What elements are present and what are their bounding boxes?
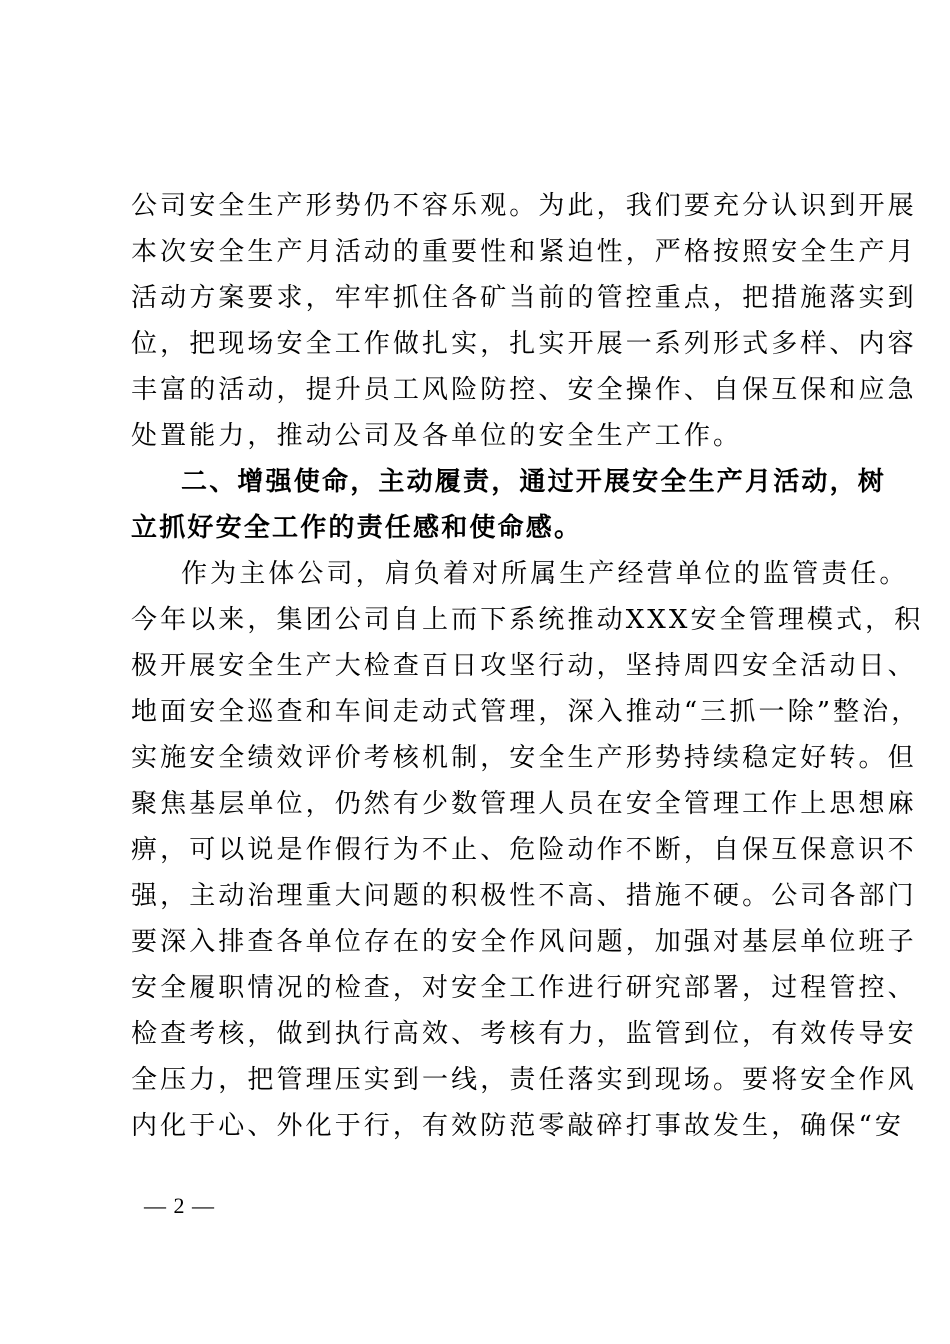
paragraph-line: 痹，可以说是作假行为不止、危险动作不断，自保互保意识不 [131, 835, 917, 865]
paragraph-line: 活动方案要求，牢牢抓住各矿当前的管控重点，把措施落实到 [131, 283, 917, 313]
paragraph-line: 聚焦基层单位，仍然有少数管理人员在安全管理工作上思想麻 [131, 789, 917, 819]
paragraph-line: 今年以来，集团公司自上而下系统推动XXX安全管理模式，积 [131, 605, 924, 635]
paragraph-line: 公司安全生产形势仍不容乐观。为此，我们要充分认识到开展 [131, 191, 917, 221]
paragraph-line: 全压力，把管理压实到一线，责任落实到现场。要将安全作风 [131, 1065, 917, 1095]
heading-line: 二、增强使命，主动履责，通过开展安全生产月活动，树 [181, 467, 887, 497]
paragraph-line: 极开展安全生产大检查百日攻坚行动，坚持周四安全活动日、 [131, 651, 917, 681]
paragraph-line: 强，主动治理重大问题的积极性不高、措施不硬。公司各部门 [131, 881, 917, 911]
heading-line: 立抓好安全工作的责任感和使命感。 [131, 513, 583, 543]
paragraph-line: 位，把现场安全工作做扎实，扎实开展一系列形式多样、内容 [131, 329, 917, 359]
paragraph-1 [131, 183, 917, 459]
paragraph-line: 丰富的活动，提升员工风险防控、安全操作、自保互保和应急 [131, 375, 917, 405]
paragraph-line: 实施安全绩效评价考核机制，安全生产形势持续稳定好转。但 [131, 743, 917, 773]
paragraph-line: 处置能力，推动公司及各单位的安全生产工作。 [131, 421, 743, 451]
paragraph-line: 作为主体公司，肩负着对所属生产经营单位的监管责任。 [181, 559, 909, 589]
page-number: — 2 — [144, 1193, 215, 1218]
paragraph-line: 地面安全巡查和车间走动式管理，深入推动“三抓一除”整治， [131, 697, 921, 727]
paragraph-line: 检查考核，做到执行高效、考核有力，监管到位，有效传导安 [131, 1019, 917, 1049]
paragraph-line: 要深入排查各单位存在的安全作风问题，加强对基层单位班子 [131, 927, 917, 957]
paragraph-2 [131, 551, 924, 1149]
paragraph-line: 本次安全生产月活动的重要性和紧迫性，严格按照安全生产月 [131, 237, 917, 267]
paragraph-line: 内化于心、外化于行，有效防范零敲碎打事故发生，确保“安 [131, 1111, 904, 1141]
paragraph-line: 安全履职情况的检查，对安全工作进行研究部署，过程管控、 [131, 973, 917, 1003]
section-heading-2 [131, 459, 887, 551]
